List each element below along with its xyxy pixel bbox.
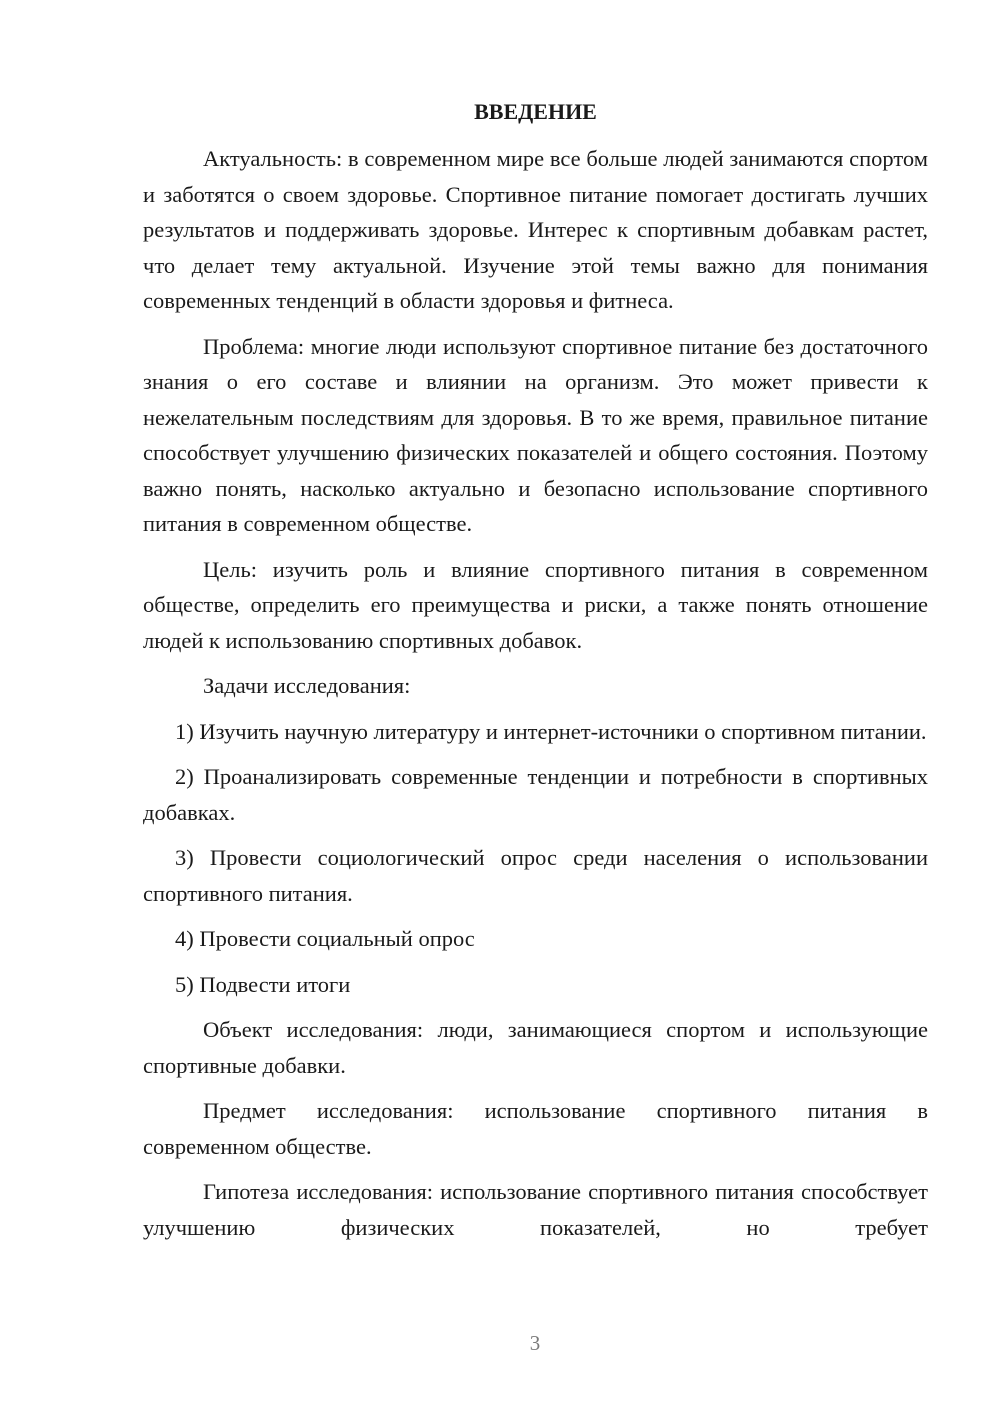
task-item-5: 5) Подвести итоги [175, 971, 351, 997]
paragraph-object: Объект исследования: люди, занимающиеся спортом и использующие спортивные добавки. [143, 1017, 928, 1078]
document-page [143, 94, 928, 1245]
task-item-4: 4) Провести социальный опрос [175, 926, 475, 951]
paragraph-hypothesis: Гипотеза исследования: использование спортивного питания способствует улучшению физических показателей, но требует [143, 1179, 928, 1240]
page-number: 3 [529, 1331, 541, 1355]
paragraph-goal: Цель: изучить роль и влияние спортивного питания в современном обществе, определить его преимущества и риски, а также понять отношение людей к использованию спортивных добавок. [143, 556, 928, 653]
task-item-3: 3) Провести социологический опрос среди населения о использовании спортивного питания. [143, 845, 928, 906]
task-item-2: 2) Проанализировать современные тенденции и потребности в спортивных добавках. [143, 764, 928, 825]
paragraph-relevance: Актуальность: в современном мире все больше людей занимаются спортом и заботятся о своем здоровье. Спортивное питание помогает достигать лучших результатов и поддерживать здоровье. Интерес к спортивным добавкам растет, что делает тему актуальной. Изучение этой темы важно для понимания современных тенденций в области здоровья и фитнеса. [143, 146, 928, 313]
tasks-heading: Задачи исследования: [203, 673, 411, 698]
section-title: ВВЕДЕНИЕ [474, 99, 597, 124]
paragraph-subject: Предмет исследования: использование спортивного питания в современном обществе. [143, 1098, 928, 1159]
task-item-1: 1) Изучить научную литературу и интернет-источники о спортивном питании. [175, 718, 927, 744]
paragraph-problem: Проблема: многие люди используют спортивное питание без достаточного знания о его составе и влиянии на организм. Это может привести к нежелательным последствиям для здоровья. В то же время, правильное питание способствует улучшению физических показателей и общего состояния. Поэтому важно понять, насколько актуально и безопасно использование спортивного питания в современном обществе. [143, 333, 928, 536]
